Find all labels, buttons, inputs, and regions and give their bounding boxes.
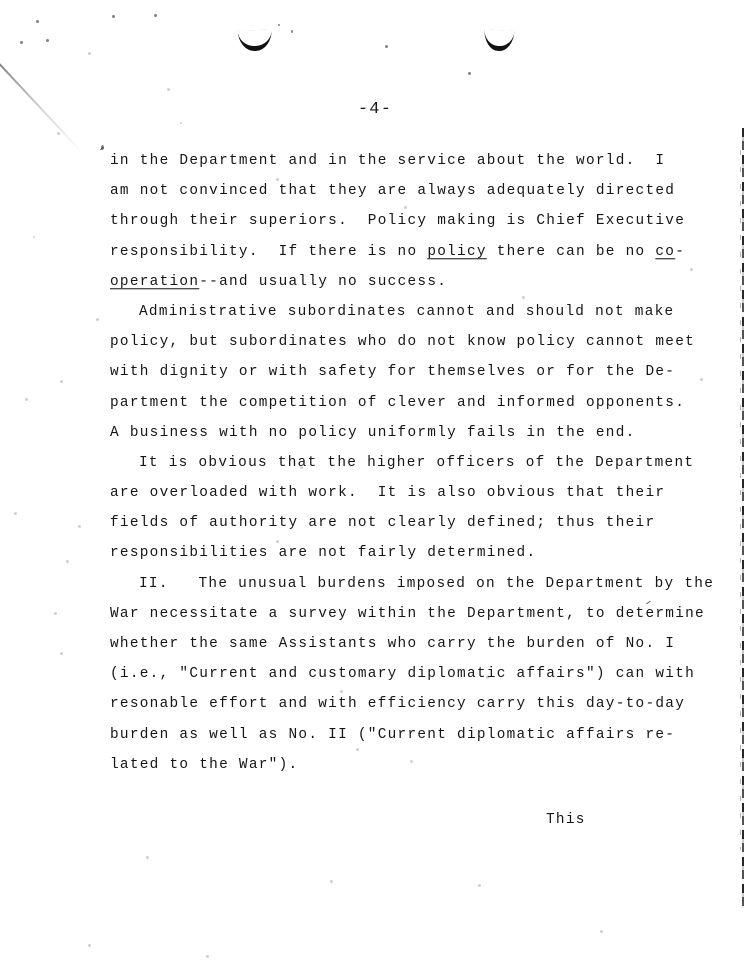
dust-speck bbox=[600, 930, 603, 933]
paragraph bbox=[110, 448, 695, 569]
text-run: (i.e., "Current and customary diplomatic affairs") can with bbox=[110, 665, 696, 683]
text-line bbox=[110, 689, 686, 720]
right-edge-scan-line-secondary bbox=[740, 150, 741, 850]
text-run: with dignity or with safety for themselves or for the De- bbox=[110, 363, 676, 381]
dust-speck bbox=[96, 318, 99, 321]
text-run: am not convinced that they are always adequately directed bbox=[110, 182, 676, 200]
dust-speck bbox=[60, 380, 63, 383]
dust-speck bbox=[206, 955, 209, 958]
text-run: II. The unusual burdens imposed on the Department by the bbox=[139, 575, 715, 592]
dust-speck bbox=[468, 72, 471, 75]
text-line bbox=[110, 447, 695, 478]
text-run: Administrative subordinates cannot and should not make bbox=[139, 303, 675, 321]
stray-tick-mark bbox=[100, 147, 104, 151]
text-run: partment the competition of clever and informed opponents. bbox=[110, 394, 686, 411]
text-run: policy, but subordinates who do not know policy cannot meet bbox=[110, 333, 696, 351]
dust-speck bbox=[25, 398, 28, 401]
dust-speck bbox=[146, 856, 149, 859]
dust-speck bbox=[330, 880, 333, 883]
dust-speck bbox=[36, 20, 39, 23]
paragraph bbox=[110, 146, 686, 297]
dust-speck bbox=[690, 268, 693, 271]
text-line bbox=[110, 568, 715, 599]
dust-speck bbox=[66, 560, 69, 563]
underlined-text: co bbox=[655, 243, 676, 260]
text-line bbox=[110, 538, 658, 569]
text-line bbox=[110, 296, 675, 327]
text-run: through their superiors. Policy making is Chief Executive bbox=[110, 213, 686, 230]
page-number: -4- bbox=[357, 100, 393, 119]
text-run: burden as well as No. II ("Current diplomatic affairs re- bbox=[110, 726, 676, 743]
clip-mark-icon bbox=[238, 29, 273, 51]
text-line bbox=[110, 598, 705, 629]
dust-speck bbox=[88, 52, 91, 55]
dust-speck bbox=[54, 612, 57, 615]
text-line bbox=[110, 628, 676, 659]
dust-speck bbox=[180, 122, 182, 124]
text-run: War necessitate a survey within the Department, to determine bbox=[110, 605, 705, 623]
stray-tick-mark bbox=[101, 145, 104, 150]
text-run: in the Department and in the service about the world. I bbox=[110, 152, 666, 170]
dust-speck bbox=[60, 652, 63, 655]
right-edge-scan-line bbox=[742, 128, 744, 908]
text-run: responsibility. If there is no bbox=[110, 243, 428, 260]
text-run: lated to the War"). bbox=[110, 756, 299, 774]
text-run: - bbox=[675, 243, 686, 260]
paragraph bbox=[110, 297, 696, 448]
text-run: there can be no bbox=[486, 243, 656, 260]
text-line bbox=[110, 176, 676, 207]
dust-speck bbox=[20, 41, 23, 44]
dust-speck bbox=[78, 525, 81, 528]
dust-speck bbox=[33, 236, 35, 238]
catchword: This bbox=[546, 812, 586, 828]
text-line bbox=[110, 387, 686, 418]
text-line bbox=[110, 236, 686, 267]
dust-speck bbox=[700, 378, 703, 381]
dust-speck bbox=[57, 132, 60, 135]
text-run: It is obvious that the higher officers of the Department bbox=[139, 454, 695, 472]
text-run: A business with no policy uniformly fails in the end. bbox=[110, 424, 636, 442]
text-line bbox=[110, 327, 696, 358]
paragraph bbox=[110, 569, 715, 780]
text-run: responsibilities are not fairly determined. bbox=[110, 545, 537, 562]
text-line bbox=[110, 206, 686, 237]
text-line bbox=[110, 719, 676, 750]
text-line bbox=[110, 145, 666, 176]
dust-speck bbox=[112, 15, 115, 18]
dust-speck bbox=[167, 88, 170, 91]
dust-speck bbox=[478, 884, 481, 887]
text-line bbox=[110, 508, 658, 539]
dust-speck bbox=[14, 512, 17, 515]
text-line bbox=[110, 357, 676, 388]
dust-speck bbox=[46, 39, 49, 42]
dust-speck bbox=[88, 944, 91, 947]
text-line bbox=[110, 749, 658, 780]
text-run: --and usually no success. bbox=[199, 273, 448, 291]
text-line bbox=[110, 417, 658, 448]
document-body bbox=[110, 146, 715, 780]
underlined-text: policy bbox=[427, 243, 487, 260]
text-line bbox=[110, 659, 696, 690]
dust-speck bbox=[154, 14, 157, 17]
text-line bbox=[110, 477, 666, 508]
dust-speck bbox=[291, 30, 293, 33]
clip-mark-icon bbox=[483, 29, 514, 52]
text-line bbox=[110, 266, 658, 297]
text-run: resonable effort and with efficiency carry this day-to-day bbox=[110, 696, 686, 713]
underlined-text: operation bbox=[110, 273, 200, 291]
dust-speck bbox=[278, 24, 280, 26]
diagonal-scan-streak bbox=[0, 42, 82, 151]
text-run: whether the same Assistants who carry the burden of No. I bbox=[110, 635, 676, 653]
text-run: fields of authority are not clearly defined; thus their bbox=[110, 514, 656, 532]
dust-speck bbox=[385, 45, 388, 48]
text-run: are overloaded with work. It is also obvious that their bbox=[110, 484, 666, 502]
